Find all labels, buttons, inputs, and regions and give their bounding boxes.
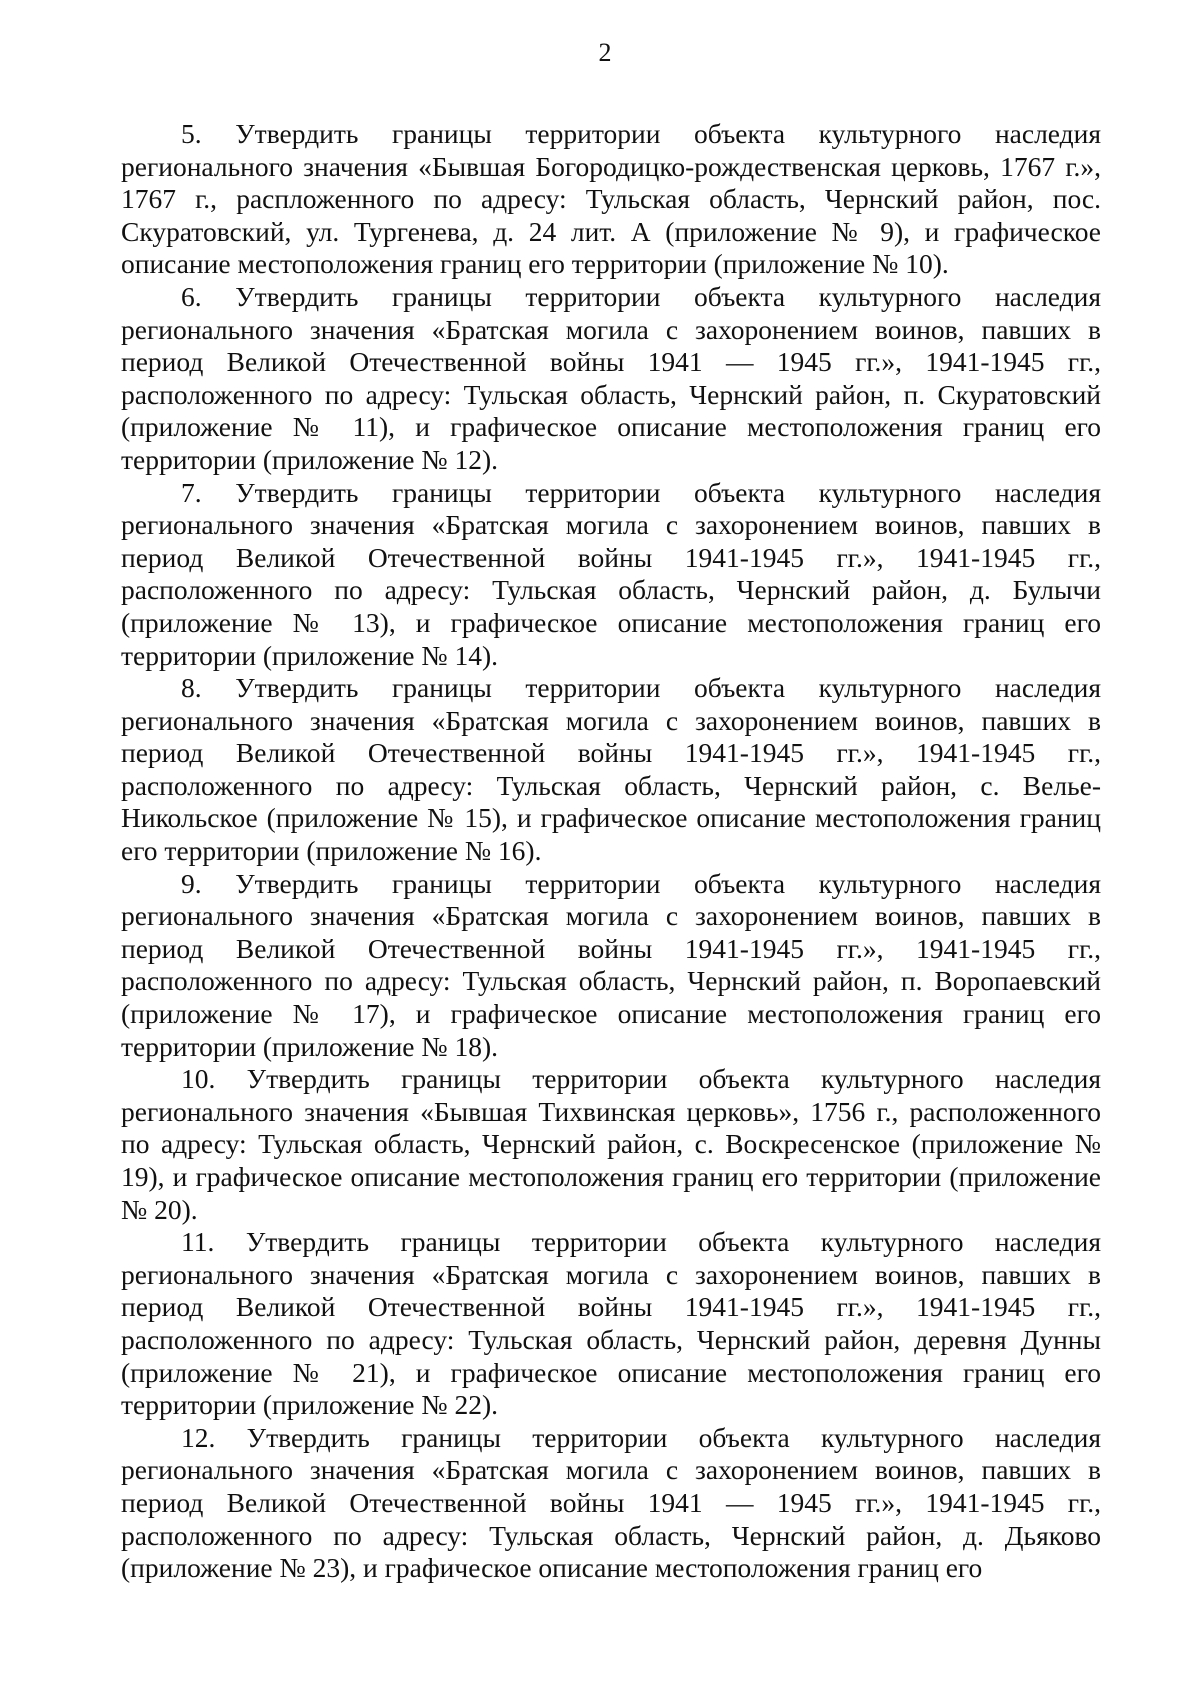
paragraph-9: 9. Утвердить границы территории объекта культурного наследия регионального значения «Братская могила с захоронением воинов, павших в период Великой Отечественной войны 1941-1945 гг.», 1941-1945 гг., расположенного по адресу: Тульская область, Чернский район, п. Воропаевский (приложение № 17), и графическое описание местоположения границ его территории (приложение № 18). xyxy=(121,867,1101,1062)
paragraph-6: 6. Утвердить границы территории объекта культурного наследия регионального значения «Братская могила с захоронением воинов, павших в период Великой Отечественной войны 1941 — 1945 гг.», 1941-1945 гг., расположенного по адресу: Тульская область, Чернский район, п. Скуратовский (приложение № 11), и графическое описание местоположения границ его территории (приложение № 12). xyxy=(121,280,1101,475)
page-number: 2 xyxy=(598,38,612,67)
paragraph-7: 7. Утвердить границы территории объекта культурного наследия регионального значения «Братская могила с захоронением воинов, павших в период Великой Отечественной войны 1941-1945 гг.», 1941-1945 гг., расположенного по адресу: Тульская область, Чернский район, д. Булычи (приложение № 13), и графическое описание местоположения границ его территории (приложение № 14). xyxy=(121,476,1101,671)
paragraph-5: 5. Утвердить границы территории объекта культурного наследия регионального значения «Бывшая Богородицко-рождественская церковь, 1767 г.», 1767 г., распложенного по адресу: Тульская область, Чернский район, пос. Скуратовский, ул. Тургенева, д. 24 лит. А (приложение № 9), и графическое описание местоположения границ его территории (приложение № 10). xyxy=(121,118,1101,280)
document-body xyxy=(121,118,1101,1585)
paragraph-10: 10. Утвердить границы территории объекта культурного наследия регионального значения «Бывшая Тихвинская церковь», 1756 г., расположенного по адресу: Тульская область, Чернский район, с. Воскресенское (приложение № 19), и графическое описание местоположения границ его территории (приложение № 20). xyxy=(121,1063,1101,1225)
paragraph-11: 11. Утвердить границы территории объекта культурного наследия регионального значения «Братская могила с захоронением воинов, павших в период Великой Отечественной войны 1941-1945 гг.», 1941-1945 гг., расположенного по адресу: Тульская область, Чернский район, деревня Дунны (приложение № 21), и графическое описание местоположения границ его территории (приложение № 22). xyxy=(121,1226,1101,1421)
paragraph-12: 12. Утвердить границы территории объекта культурного наследия регионального значения «Братская могила с захоронением воинов, павших в период Великой Отечественной войны 1941 — 1945 гг.», 1941-1945 гг., расположенного по адресу: Тульская область, Чернский район, д. Дьяково (приложение № 23), и графическое описание местоположения границ его xyxy=(121,1421,1101,1584)
paragraph-8: 8. Утвердить границы территории объекта культурного наследия регионального значения «Братская могила с захоронением воинов, павших в период Великой Отечественной войны 1941-1945 гг.», 1941-1945 гг., расположенного по адресу: Тульская область, Чернский район, с. Велье-Никольское (приложение № 15), и графическое описание местоположения границ его территории (приложение № 16). xyxy=(121,672,1101,867)
